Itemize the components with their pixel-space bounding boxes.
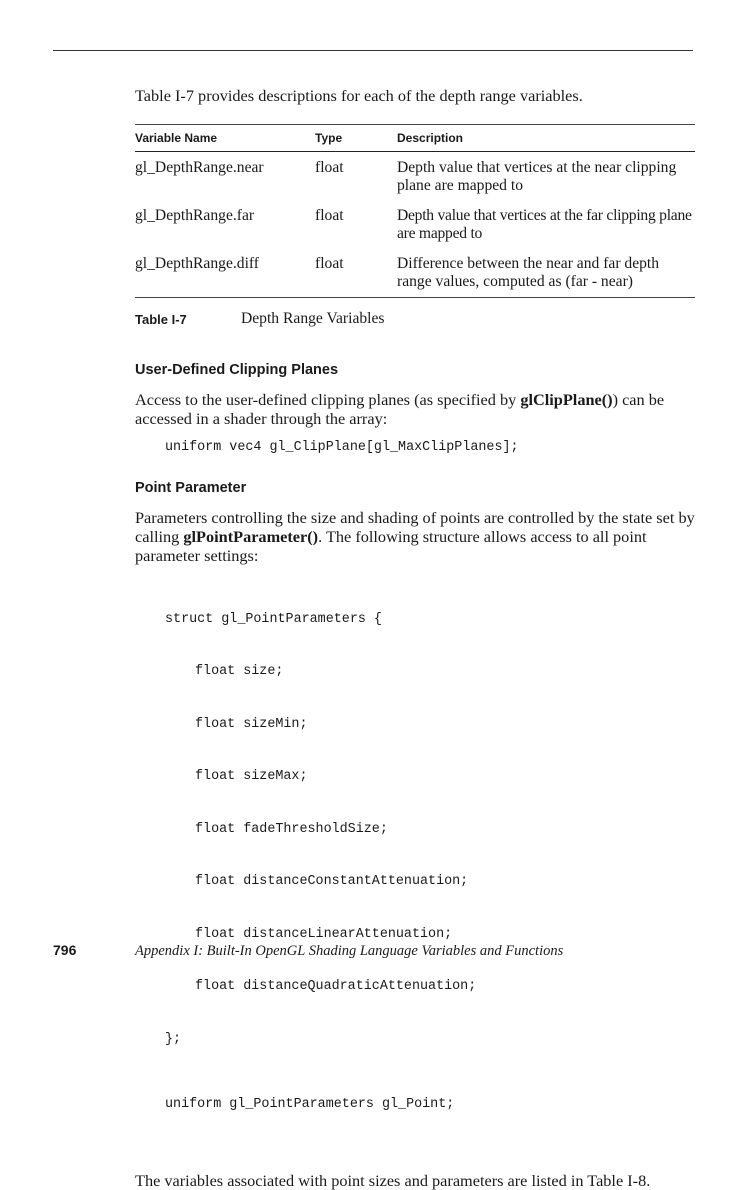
code-line: uniform vec4 gl_ClipPlane[gl_MaxClipPlanes]; bbox=[165, 440, 519, 455]
cell-description: Difference between the near and far depth range values, computed as (far - near) bbox=[397, 255, 660, 290]
cell-variable-name: gl_DepthRange.diff bbox=[135, 255, 260, 272]
depth-range-table bbox=[135, 124, 695, 329]
clipplane-code bbox=[165, 439, 695, 457]
cell-variable-name: gl_DepthRange.near bbox=[135, 159, 264, 176]
code-line: float sizeMax; bbox=[195, 769, 308, 784]
intro-paragraph: Table I-7 provides descriptions for each of the depth range variables. bbox=[135, 86, 583, 105]
table-header-row bbox=[135, 125, 695, 151]
code-line: float sizeMin; bbox=[195, 716, 308, 732]
code-line: float distanceLinearAttenuation; bbox=[195, 926, 453, 942]
code-line: float fadeThresholdSize; bbox=[195, 821, 388, 837]
code-line: float size; bbox=[195, 664, 284, 679]
point-text-after: . The following structure allows access to all point parameter settings: bbox=[135, 526, 647, 565]
clipping-function-name: glClipPlane() bbox=[520, 390, 613, 409]
table-header-rule bbox=[135, 151, 695, 152]
cell-description: Depth value that vertices at the near clipping plane are mapped to bbox=[397, 159, 677, 194]
table-row bbox=[135, 159, 695, 195]
header-type: Type bbox=[315, 131, 343, 145]
code-line: float distanceQuadraticAttenuation; bbox=[195, 979, 477, 994]
page-footer bbox=[0, 942, 734, 962]
code-line: uniform gl_PointParameters gl_Point; bbox=[165, 1097, 455, 1112]
clipping-text-after: ) can be accessed in a shader through the array: bbox=[135, 390, 665, 428]
closing-paragraph: The variables associated with point sizes and parameters are listed in Table I-8. bbox=[135, 1170, 651, 1190]
clipping-planes-paragraph bbox=[135, 390, 695, 428]
point-parameter-heading: Point Parameter bbox=[135, 479, 247, 496]
table-caption-label: Table I-7 bbox=[135, 312, 187, 327]
table-caption bbox=[135, 310, 695, 329]
page-number: 796 bbox=[53, 942, 77, 958]
running-title: Appendix I: Built-In OpenGL Shading Language Variables and Functions bbox=[135, 943, 564, 959]
code-line: }; bbox=[165, 1031, 182, 1047]
point-function-name: glPointParameter() bbox=[183, 526, 319, 546]
cell-type: float bbox=[315, 159, 344, 176]
cell-type: float bbox=[315, 255, 344, 272]
cell-variable-name: gl_DepthRange.far bbox=[135, 207, 255, 224]
point-parameter-paragraph bbox=[135, 508, 695, 565]
cell-type: float bbox=[315, 207, 344, 224]
table-caption-text: Depth Range Variables bbox=[241, 310, 385, 327]
cell-description: Depth value that vertices at the far clipping plane are mapped to bbox=[397, 207, 692, 242]
clipping-planes-heading: User-Defined Clipping Planes bbox=[135, 362, 339, 378]
clipping-text-before: Access to the user-defined clipping planes (as specified by bbox=[135, 390, 521, 409]
point-struct-code bbox=[165, 576, 695, 1149]
header-description: Description bbox=[397, 131, 464, 145]
table-row bbox=[135, 207, 695, 243]
table-bottom-rule bbox=[135, 297, 695, 298]
header-variable-name: Variable Name bbox=[135, 131, 218, 145]
table-row bbox=[135, 255, 695, 291]
code-line: float distanceConstantAttenuation; bbox=[195, 874, 469, 889]
top-rule bbox=[53, 50, 693, 51]
code-line: struct gl_PointParameters { bbox=[165, 611, 382, 627]
page-content bbox=[135, 86, 695, 1190]
point-text-before: Parameters controlling the size and shading of points are controlled by the state set by calling bbox=[135, 507, 695, 546]
